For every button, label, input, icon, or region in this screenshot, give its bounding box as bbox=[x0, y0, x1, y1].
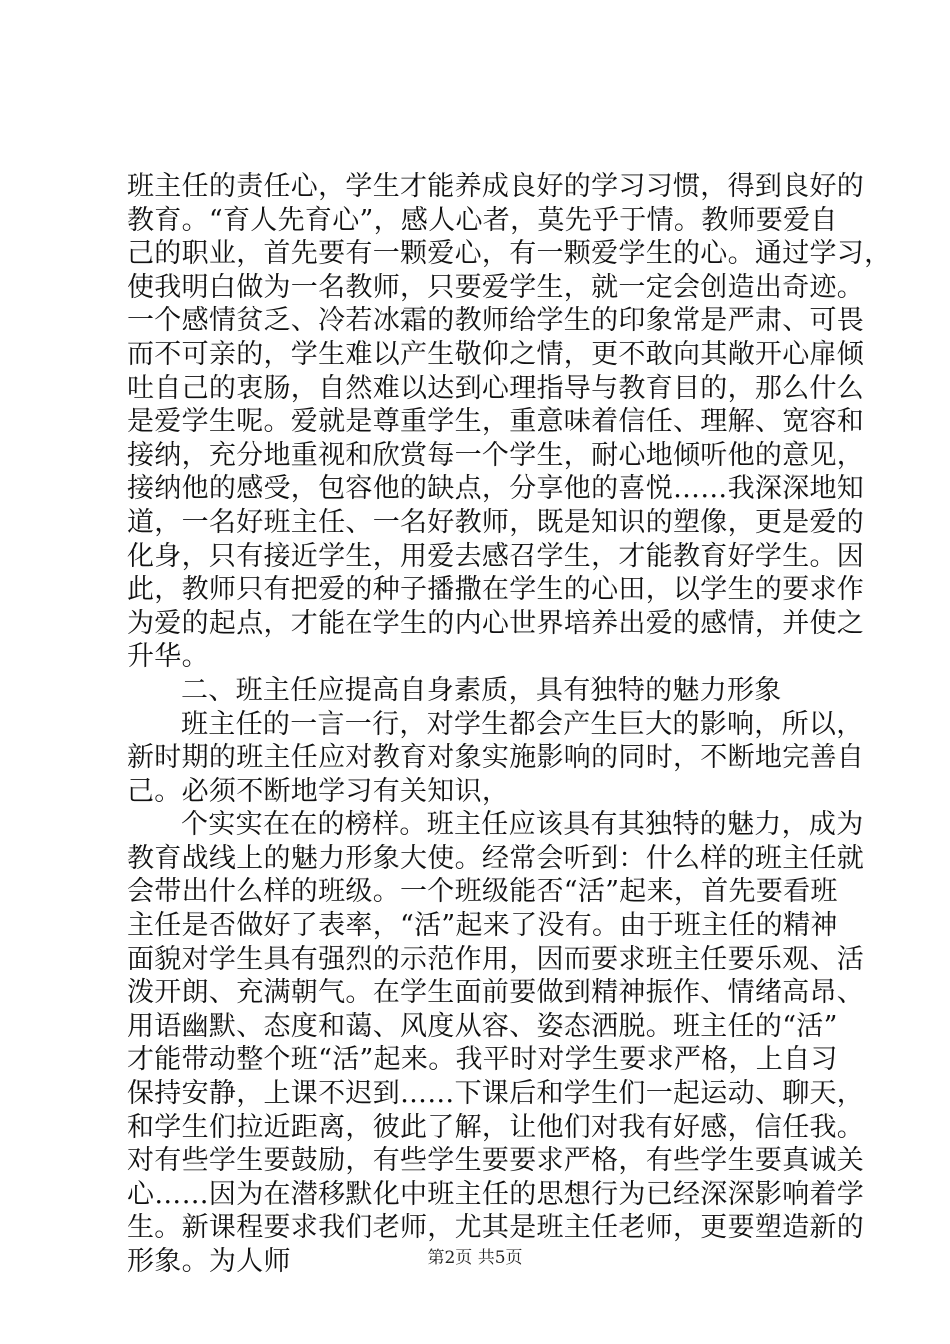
text-line: 个实实在在的榜样。班主任应该具有其独特的魅力，成为 bbox=[181, 809, 864, 841]
text-line: 此，教师只有把爱的种子播撒在学生的心田，以学生的要求作 bbox=[127, 574, 865, 606]
text-line: 吐自己的衷肠，自然难以达到心理指导与教育目的，那么什么 bbox=[127, 372, 865, 404]
text-line: 为爱的起点，才能在学生的内心世界培养出爱的感情，并使之 bbox=[127, 607, 865, 639]
text-line: 泼开朗、充满朝气。在学生面前要做到精神振作、情绪高昂、 bbox=[127, 977, 865, 1009]
page-footer: 第2页 共5页 bbox=[427, 1248, 523, 1268]
text-line: 生。新课程要求我们老师，尤其是班主任老师，更要塑造新的 bbox=[127, 1212, 865, 1244]
text-line: 用语幽默、态度和蔼、风度从容、姿态洒脱。班主任的“活” bbox=[127, 1010, 838, 1042]
text-line: 教育。“育人先育心”，感人心者，莫先乎于情。教师要爱自 bbox=[127, 204, 838, 236]
text-line: 接纳他的感受，包容他的缺点，分享他的喜悦……我深深地知 bbox=[127, 473, 865, 505]
text-line: 才能带动整个班“活”起来。我平时对学生要求严格，上自习 bbox=[127, 1044, 838, 1076]
text-line: 接纳，充分地重视和欣赏每一个学生，耐心地倾听他的意见， bbox=[127, 439, 865, 471]
text-line: 升华。 bbox=[127, 641, 209, 673]
text-line: 和学生们拉近距离，彼此了解，让他们对我有好感，信任我。 bbox=[127, 1111, 865, 1143]
text-line: 是爱学生呢。爱就是尊重学生，重意味着信任、理解、宽容和 bbox=[127, 406, 865, 438]
text-line: 一个感情贫乏、冷若冰霜的教师给学生的印象常是严肃、可畏 bbox=[127, 305, 865, 337]
text-line: 班主任的责任心，学生才能养成良好的学习习惯，得到良好的 bbox=[127, 171, 865, 202]
text-line: 形象。为人师 bbox=[127, 1246, 291, 1277]
text-line: 道，一名好班主任、一名好教师，既是知识的塑像，更是爱的 bbox=[127, 506, 865, 538]
text-line: 会带出什么样的班级。一个班级能否“活”起来，首先要看班 bbox=[127, 876, 838, 908]
text-line: 主任是否做好了表率，“活”起来了没有。由于班主任的精神 bbox=[127, 910, 838, 942]
text-line: 己的职业，首先要有一颗爱心，有一颗爱学生的心。通过学习， bbox=[127, 238, 892, 270]
text-line: 对有些学生要鼓励，有些学生要要求严格，有些学生要真诚关 bbox=[127, 1145, 865, 1177]
text-line: 教育战线上的魅力形象大使。经常会听到：什么样的班主任就 bbox=[127, 842, 865, 874]
text-line: 面貌对学生具有强烈的示范作用，因而要求班主任要乐观、活 bbox=[127, 943, 865, 975]
text-line: 保持安静，上课不迟到……下课后和学生们一起运动、聊天， bbox=[127, 1078, 865, 1110]
body-text bbox=[127, 170, 892, 1279]
text-line: 使我明白做为一名教师，只要爱学生，就一定会创造出奇迹。 bbox=[127, 271, 865, 303]
text-line: 心……因为在潜移默化中班主任的思想行为已经深深影响着学 bbox=[127, 1178, 865, 1210]
text-line: 而不可亲的，学生难以产生敬仰之情，更不敢向其敞开心扉倾 bbox=[127, 338, 865, 370]
text-line: 己。必须不断地学习有关知识， bbox=[127, 775, 510, 807]
text-line: 化身，只有接近学生，用爱去感召学生，才能教育好学生。因 bbox=[127, 540, 865, 572]
section-heading: 二、班主任应提高自身素质，具有独特的魅力形象 bbox=[181, 674, 782, 706]
text-line: 新时期的班主任应对教育对象实施影响的同时，不断地完善自 bbox=[127, 742, 865, 774]
text-line: 班主任的一言一行，对学生都会产生巨大的影响，所以， bbox=[181, 708, 864, 740]
